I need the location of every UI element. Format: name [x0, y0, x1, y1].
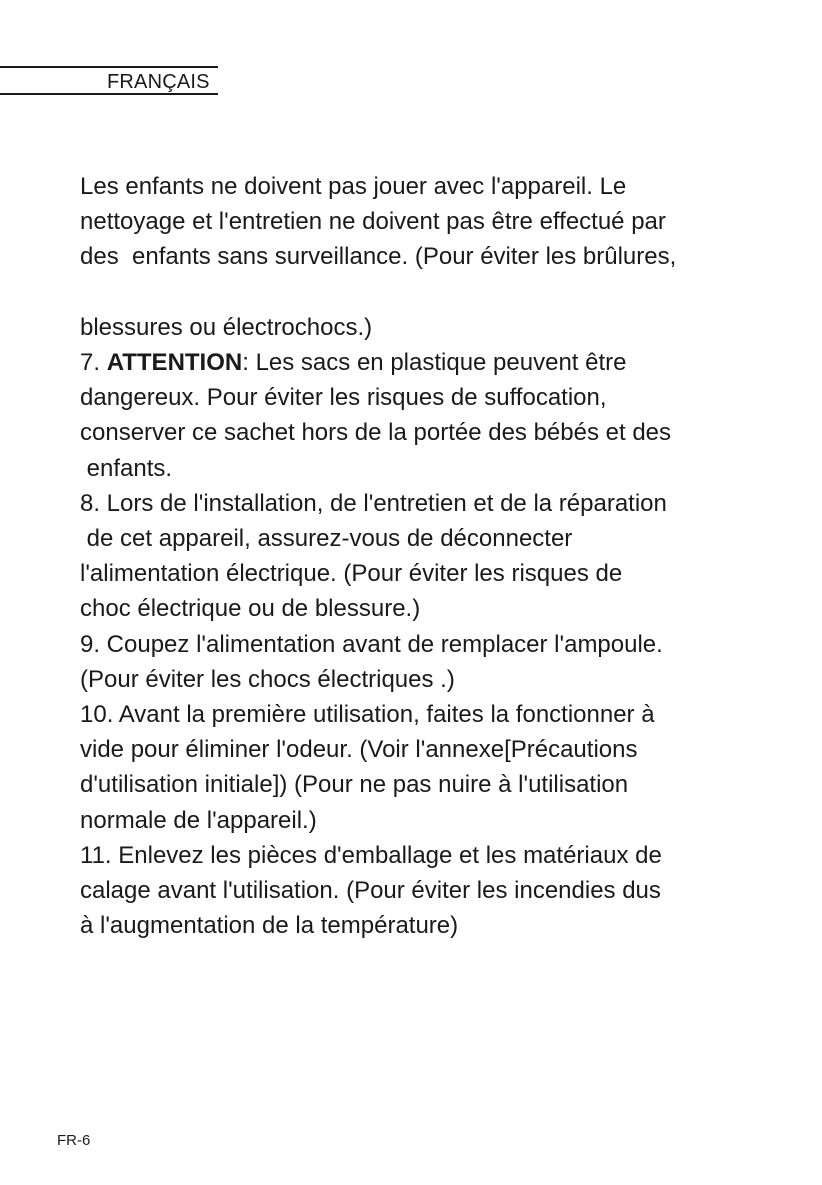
item-7	[80, 345, 800, 486]
text-line: de cet appareil, assurez-vous de déconnecter	[80, 525, 573, 553]
text-line: 9. Coupez l'alimentation avant de remplacer l'ampoule.	[80, 630, 663, 658]
safety-instructions	[80, 169, 800, 943]
text-line: dangereux. Pour éviter les risques de suffocation,	[80, 384, 607, 412]
item-7-first-line: : Les sacs en plastique peuvent être	[242, 349, 627, 376]
text-line: 11. Enlevez les pièces d'emballage et les matériaux de	[80, 841, 662, 869]
text-line: normale de l'appareil.)	[80, 806, 317, 834]
text-line: (Pour éviter les chocs électriques .)	[80, 665, 455, 693]
item-number: 7.	[80, 349, 107, 376]
text-line: nettoyage et l'entretien ne doivent pas être effectué par	[80, 208, 666, 236]
text-line: 10. Avant la première utilisation, faites la fonctionner à	[80, 701, 655, 729]
text-line: 8. Lors de l'installation, de l'entretien et de la réparation	[80, 489, 667, 517]
text-line: enfants.	[80, 454, 173, 482]
item-11	[80, 838, 800, 944]
intro-paragraph	[80, 169, 800, 345]
text-line: Les enfants ne doivent pas jouer avec l'appareil. Le	[80, 173, 627, 200]
text-line: calage avant l'utilisation. (Pour éviter les incendies dus	[80, 877, 661, 905]
item-10	[80, 697, 800, 838]
text-line: blessures ou électrochocs.)	[80, 313, 373, 341]
language-header	[0, 66, 218, 95]
text-line: choc électrique ou de blessure.)	[80, 595, 421, 623]
paragraph-gap	[80, 275, 800, 310]
item-8	[80, 486, 800, 627]
attention-keyword: ATTENTION	[106, 349, 243, 376]
text-line: des enfants sans surveillance. (Pour éviter les brûlures,	[80, 243, 677, 271]
page-number: FR-6	[57, 1132, 91, 1149]
item-9	[80, 627, 800, 697]
text-line	[80, 345, 800, 380]
text-line: vide pour éliminer l'odeur. (Voir l'annexe[Précautions	[80, 736, 638, 764]
text-line: à l'augmentation de la température)	[80, 912, 459, 940]
language-label: FRANÇAIS	[107, 71, 210, 93]
text-line: l'alimentation électrique. (Pour éviter les risques de	[80, 560, 623, 588]
text-line: conserver ce sachet hors de la portée des bébés et des	[80, 419, 672, 447]
text-line: d'utilisation initiale]) (Pour ne pas nuire à l'utilisation	[80, 771, 629, 799]
